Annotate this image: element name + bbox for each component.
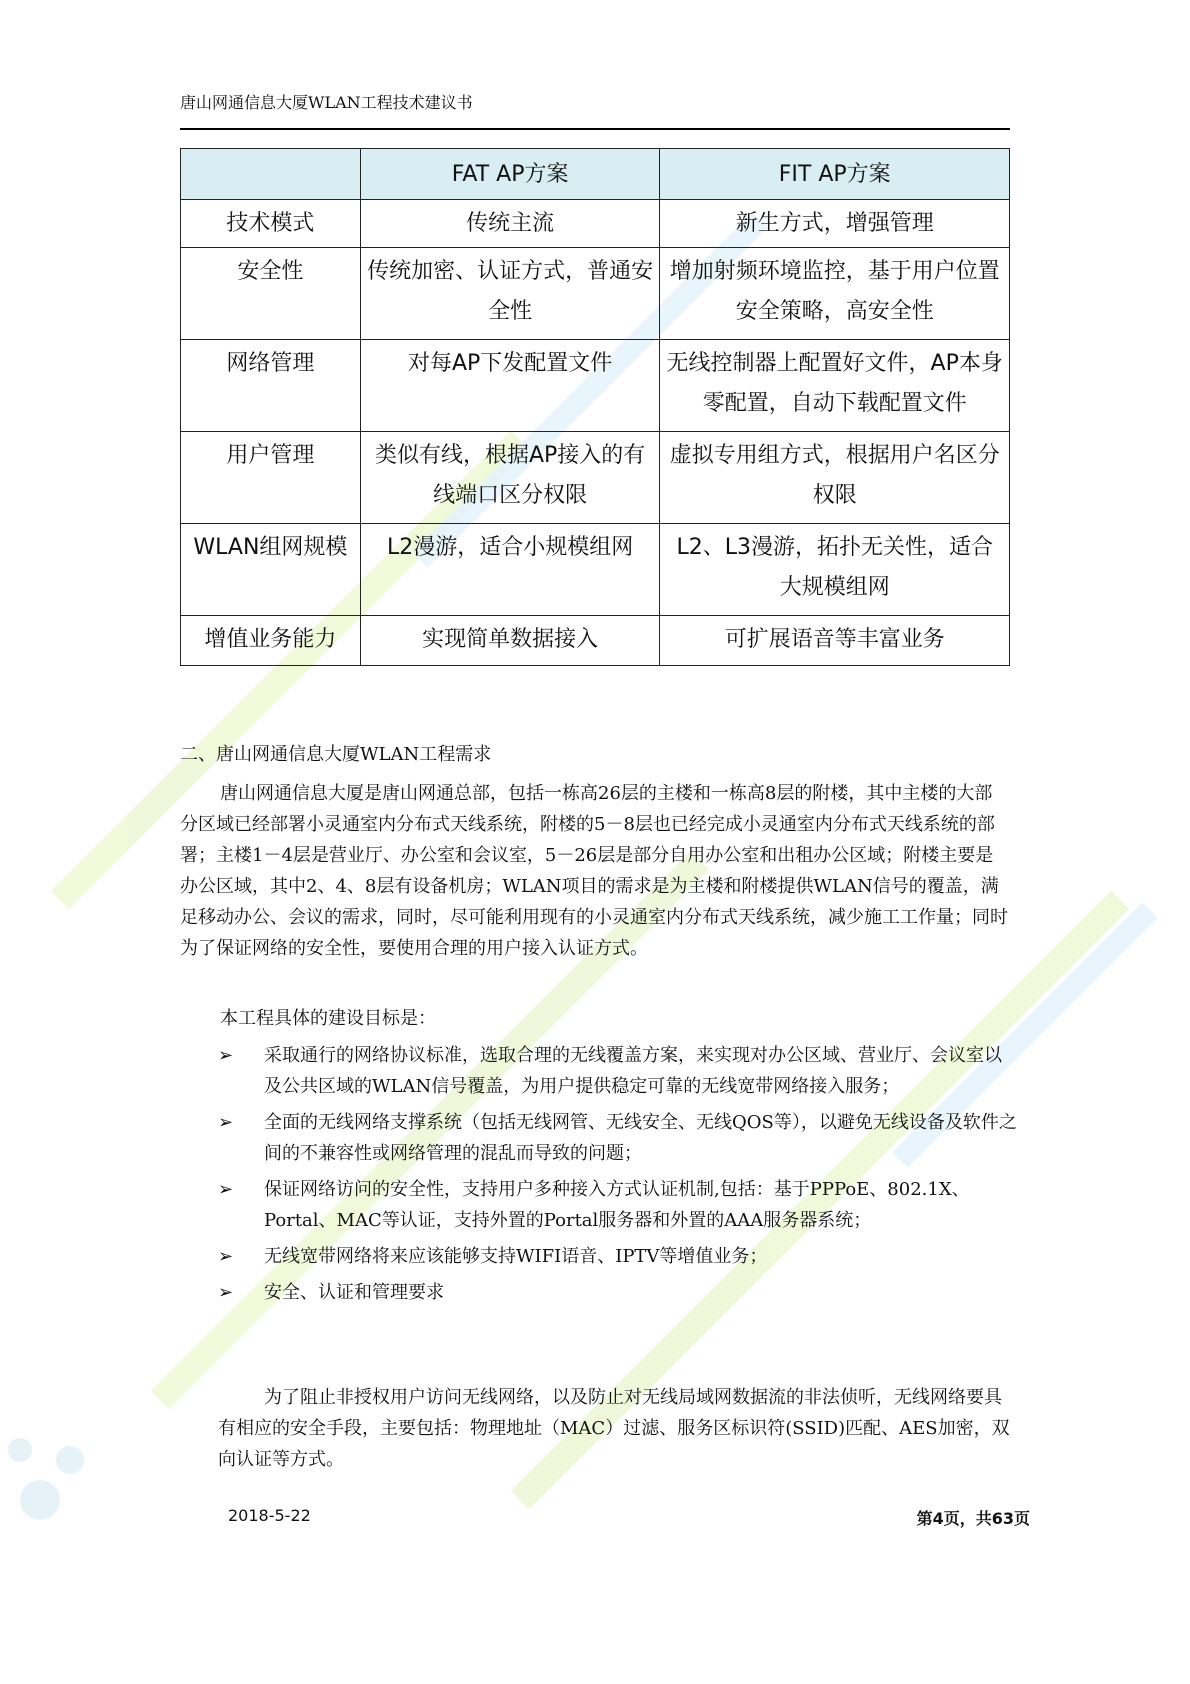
row-label: 用户管理 <box>181 432 361 524</box>
arrow-bullet-icon: ➢ <box>218 1246 234 1267</box>
list-item <box>218 1107 1018 1169</box>
arrow-bullet-icon: ➢ <box>218 1179 234 1200</box>
footer-page-number: 第4页，共63页 <box>916 1509 1030 1528</box>
goals-list <box>218 1040 1018 1313</box>
list-item <box>218 1277 1018 1308</box>
table-header-row <box>181 149 1010 200</box>
section-title: 二、唐山网通信息大厦WLAN工程需求 <box>180 744 492 765</box>
security-paragraph: 为了阻止非授权用户访问无线网络，以及防止对无线局域网数据流的非法侦听，无线网络要具有相应的安全手段，主要包括：物理地址（MAC）过滤、服务区标识符(SSID)匹配、AES加密，双向认证等方式。 <box>218 1387 1010 1470</box>
header-cell-fit: FIT AP方案 <box>660 149 1010 200</box>
fit-cell: 无线控制器上配置好文件，AP本身零配置，自动下载配置文件 <box>660 340 1010 432</box>
row-label: 增值业务能力 <box>181 616 361 666</box>
table-row <box>181 200 1010 248</box>
list-item <box>218 1040 1018 1102</box>
table-row <box>181 340 1010 432</box>
row-label: WLAN组网规模 <box>181 524 361 616</box>
list-item-text: 无线宽带网络将来应该能够支持WIFI语音、IPTV等增值业务； <box>264 1246 768 1267</box>
fat-cell: L2漫游，适合小规模组网 <box>360 524 660 616</box>
row-label: 安全性 <box>181 248 361 340</box>
row-label: 技术模式 <box>181 200 361 248</box>
goals-heading: 本工程具体的建设目标是： <box>220 1008 436 1029</box>
table-row <box>181 248 1010 340</box>
comparison-table <box>180 148 1010 666</box>
document-header: 唐山网通信息大厦WLAN工程技术建议书 <box>180 93 473 112</box>
row-label: 网络管理 <box>181 340 361 432</box>
arrow-bullet-icon: ➢ <box>218 1282 234 1303</box>
fit-cell: 增加射频环境监控，基于用户位置安全策略，高安全性 <box>660 248 1010 340</box>
header-divider <box>180 128 1010 130</box>
table-row <box>181 524 1010 616</box>
list-item <box>218 1241 1018 1272</box>
fat-cell: 对每AP下发配置文件 <box>360 340 660 432</box>
table-row <box>181 616 1010 666</box>
footer-date: 2018-5-22 <box>228 1506 311 1525</box>
list-item-text: 全面的无线网络支撑系统（包括无线网管、无线安全、无线QOS等），以避免无线设备及软件之间的不兼容性或网络管理的混乱而导致的问题； <box>264 1112 1017 1164</box>
fit-cell: L2、L3漫游，拓扑无关性，适合大规模组网 <box>660 524 1010 616</box>
list-item-text: 保证网络访问的安全性，支持用户多种接入方式认证机制,包括：基于PPPoE、802.1X、Portal、MAC等认证，支持外置的Portal服务器和外置的AAA服务器系统； <box>264 1179 970 1231</box>
fat-cell: 传统加密、认证方式，普通安全性 <box>360 248 660 340</box>
list-item-text: 采取通行的网络协议标准，选取合理的无线覆盖方案，来实现对办公区域、营业厅、会议室以及公共区域的WLAN信号覆盖，为用户提供稳定可靠的无线宽带网络接入服务； <box>264 1045 1002 1097</box>
fit-cell: 可扩展语音等丰富业务 <box>660 616 1010 666</box>
header-cell-blank <box>181 149 361 200</box>
arrow-bullet-icon: ➢ <box>218 1112 234 1133</box>
table-row <box>181 432 1010 524</box>
fit-cell: 虚拟专用组方式，根据用户名区分权限 <box>660 432 1010 524</box>
section-paragraph: 唐山网通信息大厦是唐山网通总部，包括一栋高26层的主楼和一栋高8层的附楼，其中主楼的大部分区域已经部署小灵通室内分布式天线系统，附楼的5－8层也已经完成小灵通室内分布式天线系统的部署；主楼1－4层是营业厅、办公室和会议室，5－26层是部分自用办公室和出租办公区域；附楼主要是办公区域，其中2、4、8层有设备机房；WLAN项目的需求是为主楼和附楼提供WLAN信号的覆盖，满足移动办公、会议的需求，同时，尽可能利用现有的小灵通室内分布式天线系统，减少施工工作量；同时为了保证网络的安全性，要使用合理的用户接入认证方式。 <box>180 783 1008 959</box>
list-item <box>218 1174 1018 1236</box>
fit-cell: 新生方式，增强管理 <box>660 200 1010 248</box>
fat-cell: 类似有线，根据AP接入的有线端口区分权限 <box>360 432 660 524</box>
fat-cell: 实现简单数据接入 <box>360 616 660 666</box>
fat-cell: 传统主流 <box>360 200 660 248</box>
header-cell-fat: FAT AP方案 <box>360 149 660 200</box>
list-item-text: 安全、认证和管理要求 <box>264 1282 444 1303</box>
arrow-bullet-icon: ➢ <box>218 1045 234 1066</box>
